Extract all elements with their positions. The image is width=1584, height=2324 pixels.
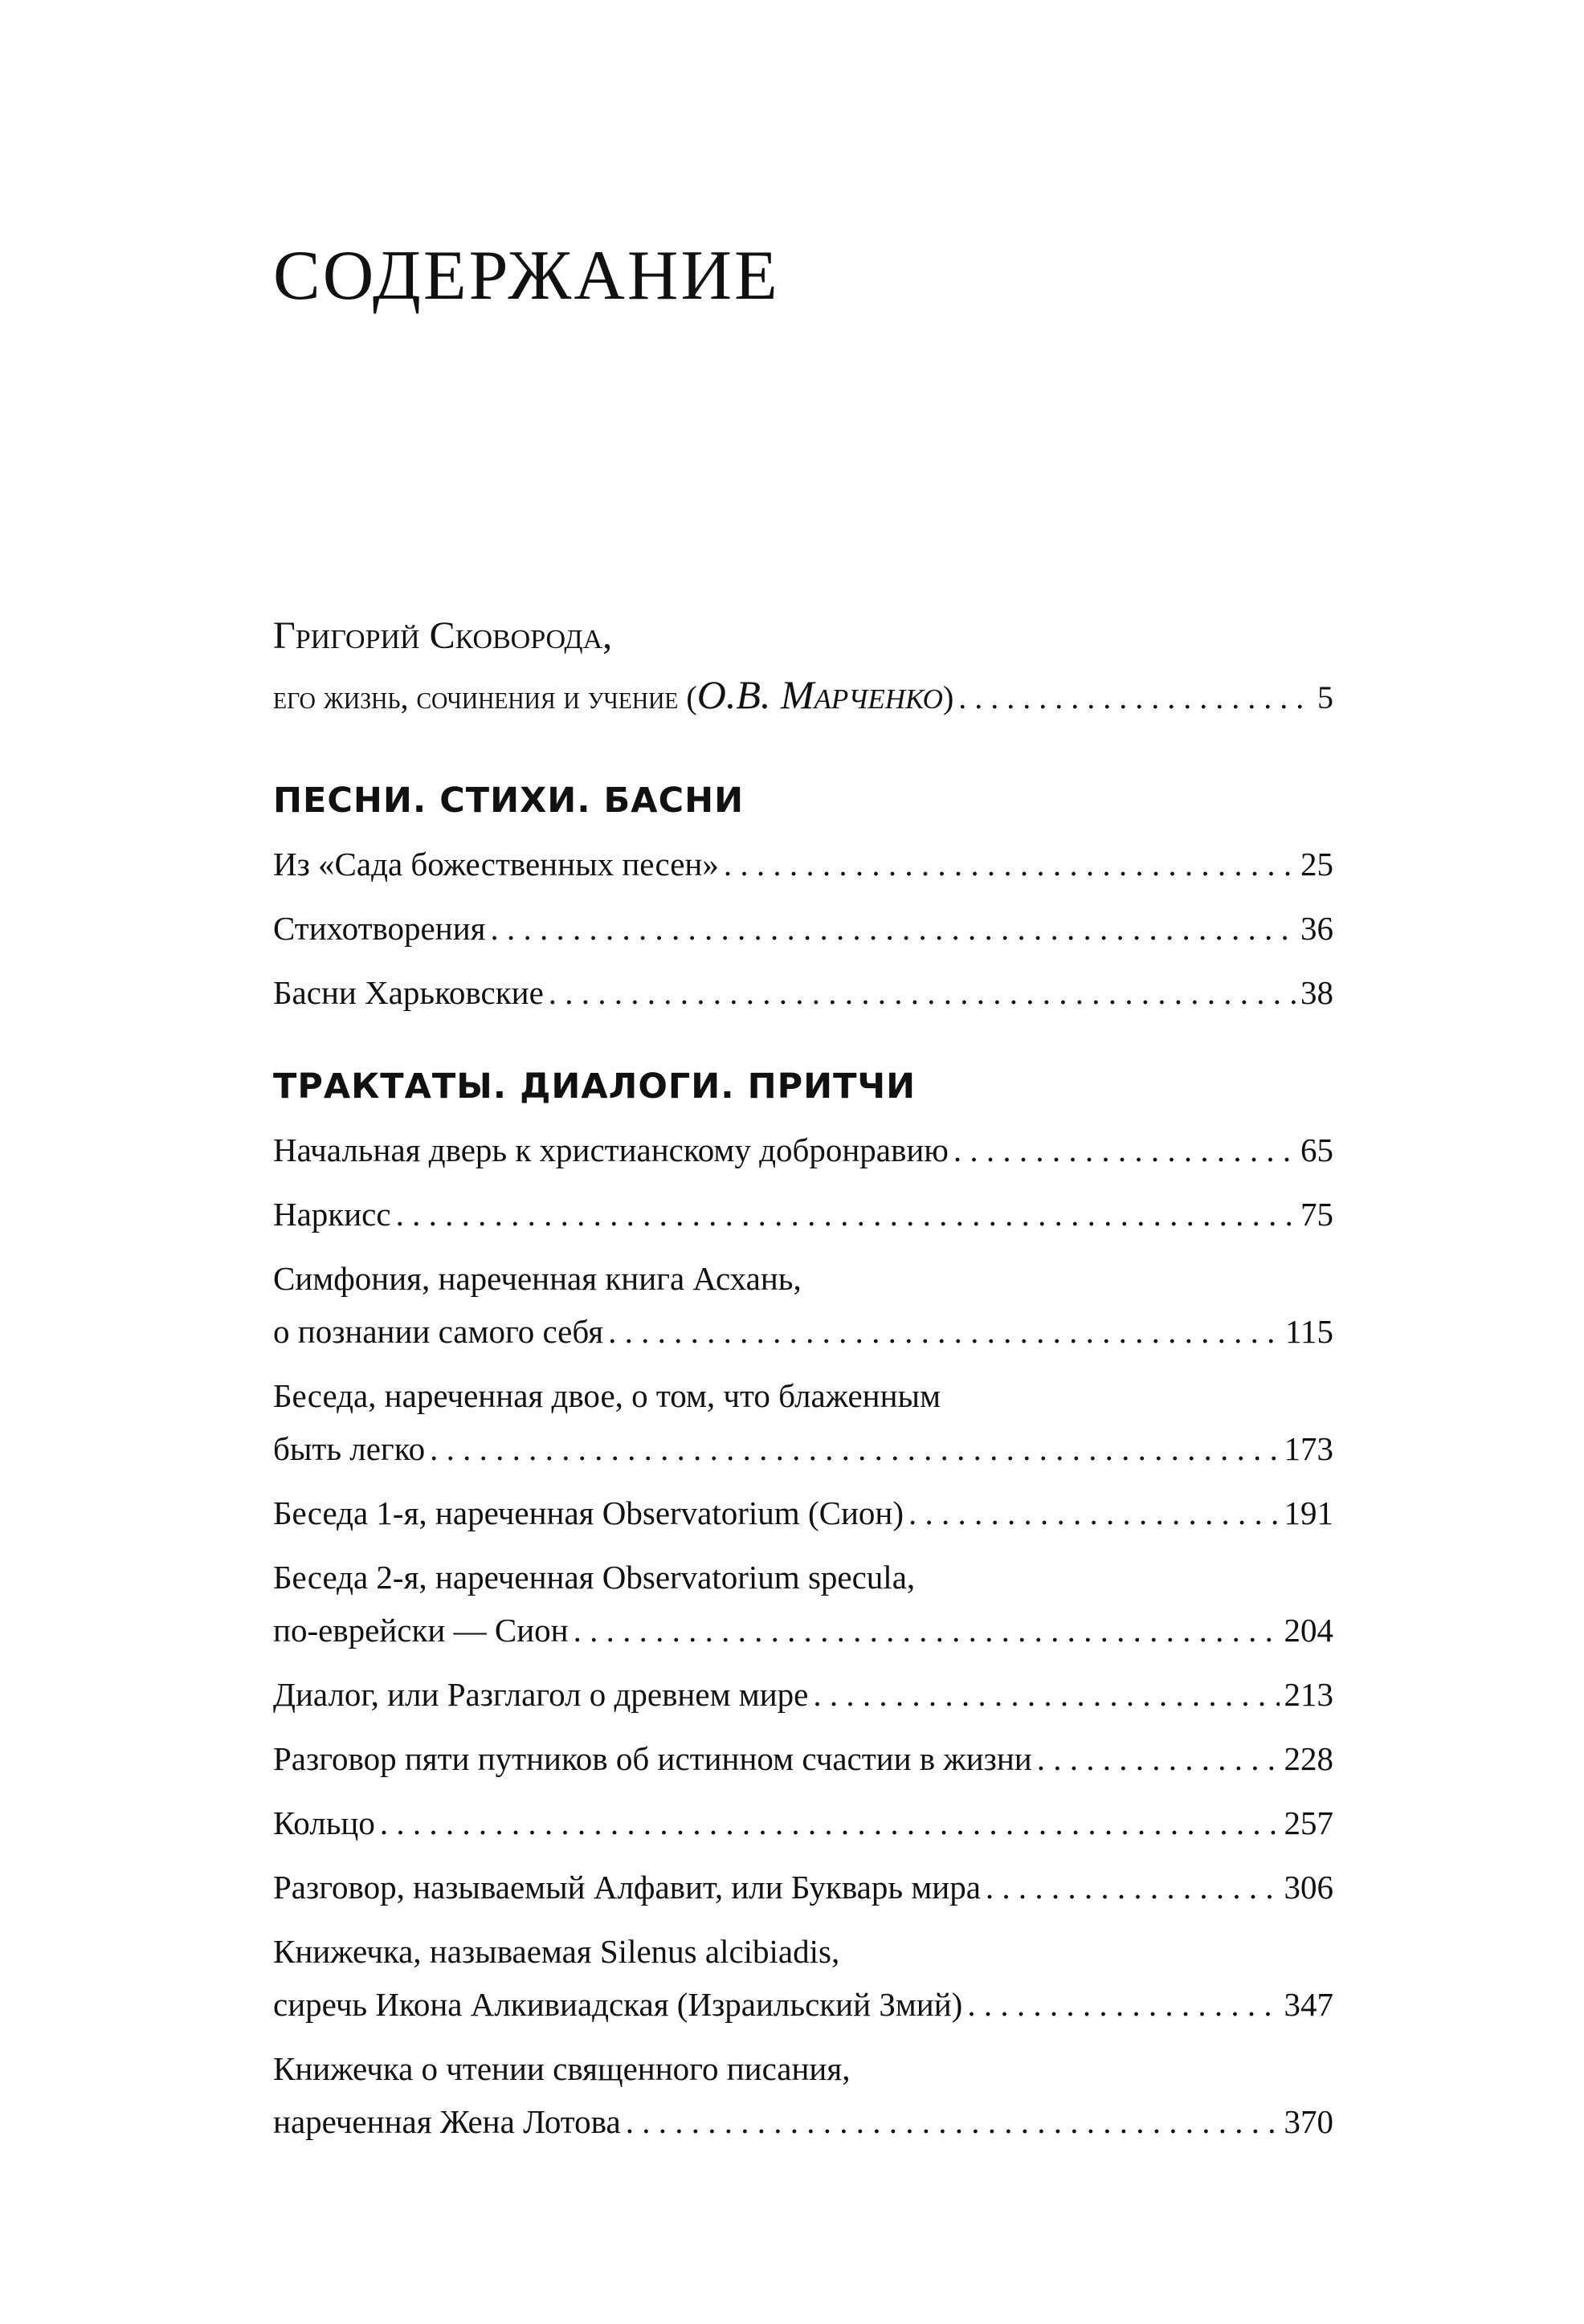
entry-row — [273, 966, 1333, 1019]
page-number: 36 — [1300, 910, 1333, 947]
entry-title-line: Симфония, нареченная книга Асхань, — [273, 1260, 802, 1297]
entry-title: Разговор, называемый Алфавит, или Букварь мира — [273, 1869, 981, 1906]
entry-row — [273, 1188, 1333, 1241]
toc-entry-intro — [273, 606, 1333, 727]
toc-entry — [273, 1925, 1333, 2031]
toc-entry — [273, 1796, 1333, 1849]
toc-section — [273, 1061, 1333, 2148]
entry-title: о познании самого себя — [273, 1313, 604, 1350]
dot-leader — [491, 902, 1296, 955]
page-number: 173 — [1284, 1430, 1333, 1467]
dot-leader — [626, 2095, 1280, 2148]
entry-row — [273, 838, 1333, 891]
entry-row — [273, 1486, 1333, 1539]
entry-row — [273, 1604, 1333, 1657]
toc-section — [273, 775, 1333, 1019]
page-number: 213 — [1284, 1676, 1333, 1713]
toc-sections — [273, 775, 1333, 2148]
entry-title: по-еврейски — Сион — [273, 1612, 569, 1649]
table-of-contents — [273, 606, 1333, 2190]
page-number: 65 — [1300, 1131, 1333, 1168]
page-number: 25 — [1300, 846, 1333, 883]
entry-title: Кольцо — [273, 1804, 375, 1841]
dot-leader — [608, 1305, 1280, 1358]
dot-leader — [958, 669, 1313, 727]
entry-title: Разговор пяти путников об истинном счастии в жизни — [273, 1740, 1032, 1777]
entry-row — [273, 2095, 1333, 2148]
intro-author: О.В. Марченко — [696, 672, 943, 717]
entry-row — [273, 1796, 1333, 1849]
entry-title: Начальная дверь к христианскому добронравию — [273, 1131, 949, 1168]
dot-leader — [813, 1668, 1279, 1721]
entry-title: сиречь Икона Алкивиадская (Израильский Змий) — [273, 1986, 963, 2023]
entry-title: нареченная Жена Лотова — [273, 2103, 621, 2140]
page-number: 115 — [1285, 1313, 1333, 1350]
toc-entry — [273, 1252, 1333, 1358]
entry-row — [273, 1305, 1333, 1358]
entry-title: Диалог, или Разглагол о древнем мире — [273, 1676, 809, 1713]
page-title: СОДЕРЖАНИЕ — [273, 237, 780, 315]
dot-leader — [380, 1796, 1280, 1849]
toc-entry — [273, 902, 1333, 955]
dot-leader — [574, 1604, 1280, 1657]
toc-entry — [273, 1732, 1333, 1785]
dot-leader — [724, 838, 1296, 891]
entry-title: Стихотворения — [273, 910, 486, 947]
page-number: 257 — [1284, 1804, 1333, 1841]
entry-row — [273, 1861, 1333, 1914]
entry-title: быть легко — [273, 1430, 426, 1467]
toc-entry — [273, 1861, 1333, 1914]
page-number: 75 — [1300, 1196, 1333, 1233]
page-number: 191 — [1284, 1494, 1333, 1531]
entry-title-line: Беседа 2-я, нареченная Observatorium specula, — [273, 1559, 916, 1596]
intro-subtitle: его жизнь, сочинения и учение (О.В. Марченко) — [273, 672, 954, 717]
entry-title: Наркисс — [273, 1196, 391, 1233]
entry-title: Из «Сада божественных песен» — [273, 846, 719, 883]
page-number: 5 — [1317, 679, 1333, 716]
toc-entry — [273, 1123, 1333, 1176]
toc-entry — [273, 1668, 1333, 1721]
entry-row — [273, 1422, 1333, 1475]
entry-row — [273, 1123, 1333, 1176]
dot-leader — [953, 1123, 1296, 1176]
toc-entry — [273, 1188, 1333, 1241]
section-heading: ПЕСНИ. СТИХИ. БАСНИ — [273, 781, 745, 821]
dot-leader — [908, 1486, 1280, 1539]
dot-leader — [986, 1861, 1280, 1914]
toc-entry — [273, 1486, 1333, 1539]
entry-title: Басни Харьковские — [273, 974, 544, 1011]
entry-title-line: Книжечка, называемая Silenus alcibiadis, — [273, 1933, 840, 1970]
intro-title-line: Григорий Сковорода, — [273, 614, 613, 657]
toc-entry — [273, 966, 1333, 1019]
section-heading: ТРАКТАТЫ. ДИАЛОГИ. ПРИТЧИ — [273, 1066, 917, 1107]
page-number: 228 — [1284, 1740, 1333, 1777]
page-number: 347 — [1284, 1986, 1333, 2023]
dot-leader — [967, 1978, 1279, 2031]
entry-row — [273, 1732, 1333, 1785]
dot-leader — [430, 1422, 1279, 1475]
entry-row — [273, 1668, 1333, 1721]
entry-row — [273, 1978, 1333, 2031]
page-number: 306 — [1284, 1869, 1333, 1906]
dot-leader — [549, 966, 1296, 1019]
dot-leader — [396, 1188, 1296, 1241]
toc-entry — [273, 1551, 1333, 1657]
page-number: 370 — [1284, 2103, 1333, 2140]
toc-entry — [273, 1369, 1333, 1475]
page-number: 204 — [1284, 1612, 1333, 1649]
dot-leader — [1037, 1732, 1280, 1785]
page-number: 38 — [1300, 974, 1333, 1011]
entry-title-line: Беседа, нареченная двое, о том, что блаженным — [273, 1377, 941, 1414]
toc-entry — [273, 2042, 1333, 2148]
entry-title-line: Книжечка о чтении священного писания, — [273, 2050, 851, 2087]
entry-row — [273, 902, 1333, 955]
toc-entry — [273, 838, 1333, 891]
entry-title: Беседа 1-я, нареченная Observatorium (Сион) — [273, 1494, 904, 1531]
intro-entry-row — [273, 666, 1333, 727]
